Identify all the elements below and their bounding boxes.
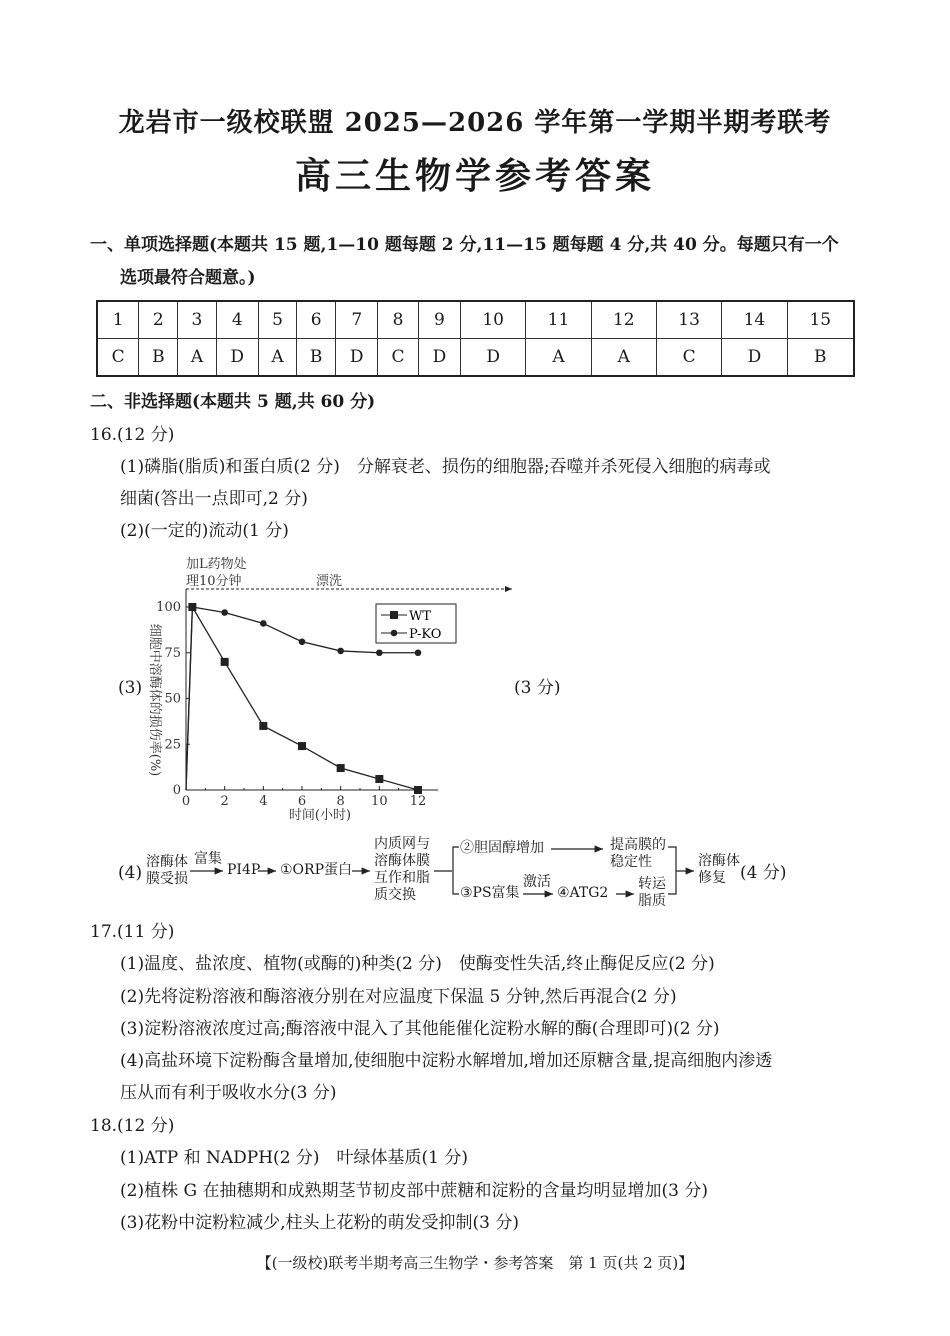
answer-cell: B <box>139 339 178 377</box>
question-number-cell: 4 <box>216 301 258 339</box>
answer-cell: B <box>787 339 854 377</box>
y-tick-label: 25 <box>164 737 181 753</box>
question-number-cell: 6 <box>297 301 336 339</box>
q16-part3-label: (3) <box>118 678 143 698</box>
q18-heading: 18.(12 分) <box>90 1116 175 1136</box>
section1-heading: 一、单项选择题(本题共 15 题,1—10 题每题 2 分,11—15 题每题 4 分,共 40 分。每题只有一个 <box>90 235 839 255</box>
q17-heading: 17.(11 分) <box>90 922 175 942</box>
chart-annotation-treatment-2: 理10分钟 <box>186 574 242 589</box>
x-tick-label: 12 <box>409 794 427 809</box>
flow-edge-activate: 激活 <box>523 874 551 890</box>
x-tick-label: 4 <box>259 794 268 809</box>
q17-part2: (2)先将淀粉溶液和酶溶液分别在对应温度下保温 5 分钟,然后再混合(2 分) <box>120 987 677 1007</box>
question-number-cell: 9 <box>418 301 460 339</box>
answer-cell: D <box>336 339 378 377</box>
flow-node-ps: ③PS富集 <box>460 885 520 901</box>
answer-cell: B <box>297 339 336 377</box>
y-axis-label: 细胞中溶酶体的损伤率(%) <box>147 623 162 777</box>
answer-cell: A <box>591 339 656 377</box>
exam-title: 龙岩市一级校联盟 2025—2026 学年第一学期半期考联考 <box>118 108 832 138</box>
flow-node-atg2: ④ATG2 <box>557 885 609 901</box>
flow-node-orp: ①ORP蛋白 <box>280 862 352 878</box>
section1-heading-cont: 选项最符合题意。) <box>120 268 256 288</box>
y-tick-label: 0 <box>172 783 181 798</box>
flow-node-stability: 提高膜的 稳定性 <box>610 837 666 870</box>
answer-cell: A <box>178 339 216 377</box>
question-number-cell: 15 <box>787 301 854 339</box>
y-tick-label: 50 <box>164 691 181 707</box>
x-tick-label: 2 <box>220 794 229 809</box>
q16-part4-label: (4) <box>118 863 143 883</box>
q16-part1-cont: 细菌(答出一点即可,2 分) <box>120 489 308 509</box>
q16-part2: (2)(一定的)流动(1 分) <box>120 521 289 541</box>
page-footer: 【(一级校)联考半期考高三生物学・参考答案 第 1 页(共 2 页)】 <box>256 1254 694 1272</box>
question-number-cell: 8 <box>378 301 418 339</box>
question-number-cell: 3 <box>178 301 216 339</box>
answer-cell: C <box>97 339 139 377</box>
answer-cell: D <box>216 339 258 377</box>
y-tick-label: 100 <box>156 600 181 615</box>
legend-label-pko: P-KO <box>409 627 442 642</box>
question-number-cell: 11 <box>526 301 591 339</box>
answer-cell: A <box>258 339 296 377</box>
flow-node-damaged-membrane: 溶酶体 膜受损 <box>146 854 188 887</box>
flow-edge-enrich: 富集 <box>194 851 222 867</box>
q16-part3-score: (3 分) <box>514 678 561 698</box>
question-number-cell: 13 <box>656 301 721 339</box>
q17-part3: (3)淀粉溶液浓度过高;酶溶液中混入了其他能催化淀粉水解的酶(合理即可)(2 分) <box>120 1019 720 1039</box>
section2-heading: 二、非选择题(本题共 5 题,共 60 分) <box>90 392 376 412</box>
question-number-cell: 10 <box>461 301 526 339</box>
flow-node-pi4p: PI4P <box>227 862 261 878</box>
y-tick-label: 75 <box>164 645 181 661</box>
answer-cell: D <box>461 339 526 377</box>
x-tick-label: 6 <box>297 794 307 809</box>
x-axis-label: 时间(小时) <box>288 808 352 823</box>
q17-part4-cont: 压从而有利于吸收水分(3 分) <box>120 1083 337 1103</box>
question-number-cell: 5 <box>258 301 296 339</box>
answer-cell: C <box>378 339 418 377</box>
flow-node-repair: 溶酶体 修复 <box>698 853 740 886</box>
q18-part3: (3)花粉中淀粉粒减少,柱头上花粉的萌发受抑制(3 分) <box>120 1213 519 1233</box>
answer-cell: D <box>722 339 787 377</box>
q17-part1: (1)温度、盐浓度、植物(或酶的)种类(2 分) 使酶变性失活,终止酶促反应(2 分) <box>120 954 715 974</box>
question-number-cell: 2 <box>139 301 178 339</box>
flow-node-cholesterol: ②胆固醇增加 <box>460 840 544 856</box>
q18-part2: (2)植株 G 在抽穗期和成熟期茎节韧皮部中蔗糖和淀粉的含量均明显增加(3 分) <box>120 1181 708 1201</box>
question-number-cell: 1 <box>97 301 139 339</box>
q16-part4-score: (4 分) <box>740 863 787 883</box>
chart-annotation-wash: 漂洗 <box>316 574 343 589</box>
question-number-cell: 14 <box>722 301 787 339</box>
x-tick-label: 8 <box>336 794 345 809</box>
q17-part4: (4)高盐环境下淀粉酶含量增加,使细胞中淀粉水解增加,增加还原糖含量,提高细胞内渗透 <box>120 1051 773 1071</box>
chart-annotation-treatment-1: 加L药物处 <box>186 557 247 572</box>
question-number-cell: 7 <box>336 301 378 339</box>
q16-heading: 16.(12 分) <box>90 425 175 445</box>
legend-label-wt: WT <box>409 609 432 624</box>
x-tick-label: 10 <box>371 794 388 809</box>
x-tick-label: 0 <box>181 794 191 809</box>
flow-node-lipid-transport: 转运 脂质 <box>638 876 666 909</box>
answer-cell: C <box>656 339 721 377</box>
doc-title: 高三生物学参考答案 <box>294 155 655 197</box>
question-number-cell: 12 <box>591 301 656 339</box>
flow-node-er-lysosome: 内质网与 溶酶体膜 互作和脂 质交换 <box>374 836 430 903</box>
q18-part1: (1)ATP 和 NADPH(2 分) 叶绿体基质(1 分) <box>120 1148 469 1168</box>
answer-cell: D <box>418 339 460 377</box>
q16-part1: (1)磷脂(脂质)和蛋白质(2 分) 分解衰老、损伤的细胞器;吞噬并杀死侵入细胞的病毒或 <box>120 457 771 477</box>
answer-cell: A <box>526 339 591 377</box>
